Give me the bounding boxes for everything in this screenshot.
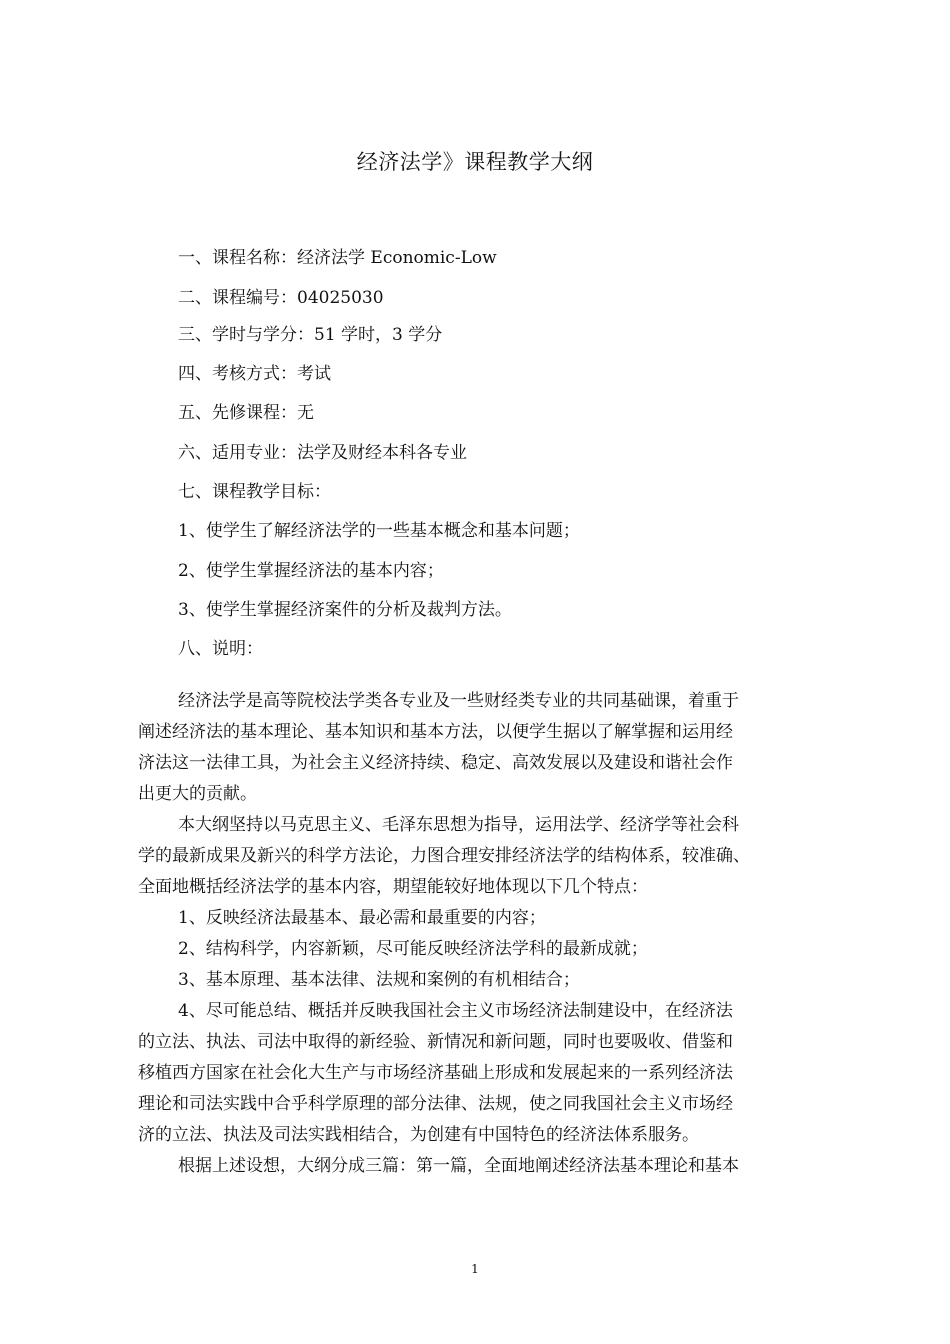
body-line: 经济法学是高等院校法学类各专业及一些财经类专业的共同基础课，着重于 (178, 691, 739, 711)
assessment-item: 四、考核方式：考试 (178, 364, 331, 384)
course-name-item: 一、课程名称：经济法学 Economic-Low (178, 248, 497, 268)
explanation-heading: 八、说明： (178, 639, 263, 659)
document-title: 经济法学》课程教学大纲 (356, 150, 594, 174)
applicable-major-item: 六、适用专业：法学及财经本科各专业 (178, 443, 467, 463)
body-line: 移植西方国家在社会化大生产与市场经济基础上形成和发展起来的一系列经济法 (138, 1063, 733, 1083)
course-code-item: 二、课程编号：04025030 (178, 288, 384, 308)
body-line: 出更大的贡献。 (138, 784, 257, 804)
objectives-heading: 七、课程教学目标： (178, 482, 331, 502)
body-line: 理论和司法实践中合乎科学原理的部分法律、法规，使之同我国社会主义市场经 (138, 1094, 733, 1114)
body-line: 济法这一法律工具，为社会主义经济持续、稳定、高效发展以及建设和谐社会作 (138, 753, 733, 773)
body-line: 全面地概括经济法学的基本内容，期望能较好地体现以下几个特点： (138, 877, 648, 897)
body-text (138, 686, 818, 1182)
objective-2: 2、使学生掌握经济法的基本内容； (178, 561, 444, 581)
body-line: 根据上述设想，大纲分成三篇：第一篇，全面地阐述经济法基本理论和基本 (178, 1156, 739, 1176)
body-line: 济的立法、执法及司法实践相结合，为创建有中国特色的经济法体系服务。 (138, 1125, 699, 1145)
body-line: 阐述经济法的基本理论、基本知识和基本方法，以便学生据以了解掌握和运用经 (138, 722, 733, 742)
body-line: 2、结构科学，内容新颖，尽可能反映经济法学科的最新成就； (178, 939, 648, 959)
prerequisite-item: 五、先修课程：无 (178, 403, 314, 423)
hours-credits-item: 三、学时与学分：51 学时，3 学分 (178, 325, 443, 345)
body-line: 的立法、执法、司法中取得的新经验、新情况和新问题，同时也要吸收、借鉴和 (138, 1032, 733, 1052)
body-line: 3、基本原理、基本法律、法规和案例的有机相结合； (178, 970, 580, 990)
body-line: 1、反映经济法最基本、最必需和最重要的内容； (178, 908, 546, 928)
objective-1: 1、使学生了解经济法学的一些基本概念和基本问题； (178, 521, 580, 541)
body-line: 本大纲坚持以马克思主义、毛泽东思想为指导，运用法学、经济学等社会科 (178, 815, 739, 835)
objective-3: 3、使学生掌握经济案件的分析及裁判方法。 (178, 600, 512, 620)
body-line: 学的最新成果及新兴的科学方法论，力图合理安排经济法学的结构体系，较准确、 (138, 846, 750, 866)
body-line: 4、尽可能总结、概括并反映我国社会主义市场经济法制建设中，在经济法 (178, 1001, 733, 1021)
page-number: 1 (471, 1262, 479, 1276)
